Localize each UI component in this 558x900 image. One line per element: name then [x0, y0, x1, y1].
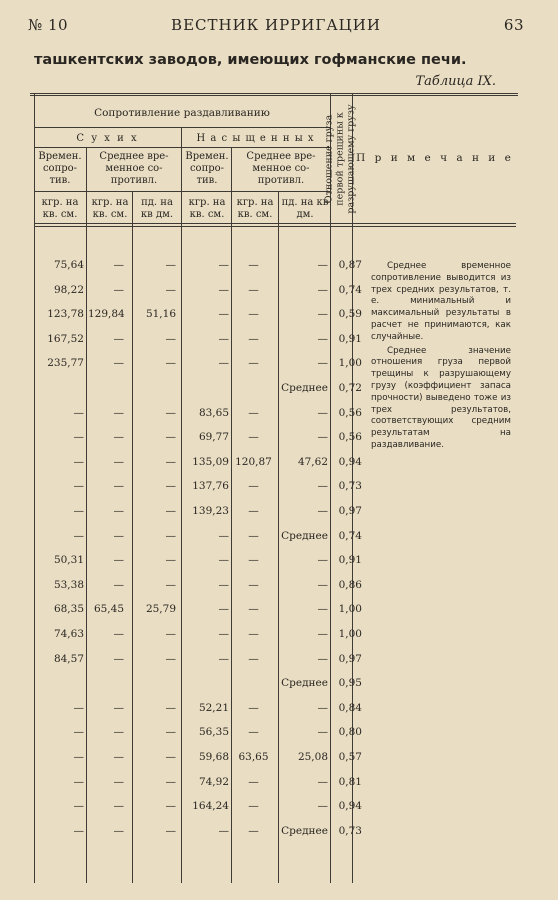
table-cell: 75,64 — [53, 259, 84, 271]
table-cell: — — [73, 480, 84, 492]
table-cell: — — [113, 456, 124, 468]
table-cell: — — [165, 702, 176, 714]
table-cell: — — [317, 800, 328, 812]
table-cell: 50,31 — [53, 554, 84, 566]
table-cell: — — [165, 259, 176, 271]
table-cell: Среднее — [281, 825, 328, 837]
table-cell: 0,97 — [338, 505, 362, 517]
unit-pd-1: пд. на кв дм. — [140, 197, 174, 220]
table-cell: — — [113, 628, 124, 640]
table-cell: 123,78 — [47, 308, 84, 320]
table-cell: — — [248, 825, 259, 837]
table-cell: 47,62 — [297, 456, 328, 468]
table-cell: — — [165, 653, 176, 665]
table-cell: 0,91 — [338, 333, 362, 345]
table-cell: — — [317, 284, 328, 296]
running-header — [28, 16, 524, 38]
table-cell: 74,63 — [53, 628, 84, 640]
table-cell: — — [73, 825, 84, 837]
table-cell: — — [317, 776, 328, 788]
table-cell: 0,87 — [338, 259, 362, 271]
table-cell: — — [248, 702, 259, 714]
rule-under-subheaders — [34, 191, 330, 192]
table-cell: 0,59 — [338, 308, 362, 320]
table-cell: — — [248, 505, 259, 517]
rule-left — [34, 93, 35, 883]
table-cell: 1,00 — [338, 628, 362, 640]
header-temp-resist-sat: Времен. сопро- тив. — [185, 151, 229, 186]
table-cell: — — [248, 407, 259, 419]
header-dry: С у х и х — [76, 133, 139, 144]
table-cell: 164,24 — [192, 800, 229, 812]
table-cell: — — [218, 653, 229, 665]
unit-kgr-2: кгр. на кв. см. — [91, 197, 129, 220]
remark-paragraph-1: Среднее временное сопротивление выводится из трех средних результатов, т. е. минимальный и максимальный результаты в расчет не принимаются, как случайные. — [371, 261, 511, 342]
remarks-text — [371, 261, 511, 454]
table-cell: 0,94 — [338, 800, 362, 812]
table-cell: 52,21 — [198, 702, 229, 714]
table-cell: — — [317, 603, 328, 615]
table-cell: Среднее — [281, 677, 328, 689]
table-cell: 69,77 — [198, 431, 229, 443]
table-cell: — — [113, 284, 124, 296]
header-remarks: П р и м е ч а н и е — [356, 152, 514, 164]
rule-col-3 — [181, 127, 182, 883]
table-cell: 53,38 — [53, 579, 84, 591]
table-cell: — — [248, 800, 259, 812]
table-cell: — — [165, 628, 176, 640]
header-saturated: Н а с ы щ е н н ы х — [196, 133, 315, 144]
table-cell: — — [317, 357, 328, 369]
table-cell: — — [113, 530, 124, 542]
table-cell: — — [113, 653, 124, 665]
table-cell: — — [218, 357, 229, 369]
table-cell: 0,73 — [338, 825, 362, 837]
table-cell: 0,74 — [338, 530, 362, 542]
unit-pd-2: пд. на кв дм. — [281, 197, 329, 220]
table-cell: — — [73, 530, 84, 542]
table-cell: — — [73, 702, 84, 714]
table-cell: — — [113, 800, 124, 812]
table-cell: — — [248, 357, 259, 369]
table-cell: — — [248, 603, 259, 615]
table-cell: — — [113, 702, 124, 714]
table-cell: 51,16 — [145, 308, 176, 320]
table-cell: 25,08 — [297, 751, 328, 763]
table-cell: — — [73, 505, 84, 517]
table-cell: — — [165, 530, 176, 542]
table-cell: — — [165, 825, 176, 837]
table-cell: — — [165, 579, 176, 591]
table-cell: 74,92 — [198, 776, 229, 788]
table-cell: — — [317, 726, 328, 738]
table-cell: — — [165, 407, 176, 419]
table-cell: 65,45 — [93, 603, 124, 615]
table-cell: 56,35 — [198, 726, 229, 738]
table-cell: — — [218, 308, 229, 320]
table-cell: 25,79 — [145, 603, 176, 615]
table-cell: — — [248, 653, 259, 665]
table-cell: 0,56 — [338, 407, 362, 419]
table-cell: 84,57 — [53, 653, 84, 665]
table-cell: — — [113, 825, 124, 837]
table-cell: — — [218, 628, 229, 640]
table-cell: — — [218, 284, 229, 296]
table-cell: — — [248, 259, 259, 271]
remark-paragraph-2: Среднее значение отношения груза первой трещины к разрушающему грузу (коэффициент запаса прочности) выведено тоже из трех результатов, соответствующих средним результатам на раздавливание. — [371, 345, 511, 450]
table-cell: — — [317, 480, 328, 492]
table-cell: — — [248, 628, 259, 640]
rule-col-2 — [132, 191, 133, 883]
table-cell: — — [113, 726, 124, 738]
table-cell: — — [317, 653, 328, 665]
table-cell: 63,65 — [238, 751, 269, 763]
table-cell: — — [248, 726, 259, 738]
table-cell: — — [73, 726, 84, 738]
table-cell: — — [73, 431, 84, 443]
table-cell: — — [165, 431, 176, 443]
table-cell: — — [165, 480, 176, 492]
table-cell: — — [317, 554, 328, 566]
table-cell: — — [317, 431, 328, 443]
table-cell: — — [248, 776, 259, 788]
table-cell: — — [317, 579, 328, 591]
table-cell: — — [248, 530, 259, 542]
table-cell: 120,87 — [235, 456, 272, 468]
header-avg-resist-dry: Среднее вре- менное со- противл. — [99, 151, 169, 186]
table-cell: 139,23 — [192, 505, 229, 517]
table-cell: — — [248, 284, 259, 296]
table-cell: 0,84 — [338, 702, 362, 714]
table-cell: — — [248, 579, 259, 591]
table-cell: — — [113, 480, 124, 492]
table-cell: — — [218, 579, 229, 591]
table-cell: 83,65 — [198, 407, 229, 419]
table-cell: 0,73 — [338, 480, 362, 492]
table-cell: 0,56 — [338, 431, 362, 443]
table-cell: — — [73, 407, 84, 419]
table-cell: — — [73, 456, 84, 468]
table-cell: — — [317, 259, 328, 271]
table-cell: 129,84 — [88, 308, 125, 320]
table-cell: — — [165, 456, 176, 468]
table-cell: — — [73, 751, 84, 763]
table-cell: — — [113, 333, 124, 345]
issue-number: № 10 — [28, 16, 69, 34]
table-cell: — — [113, 357, 124, 369]
table-cell: 1,00 — [338, 357, 362, 369]
table-cell: — — [218, 603, 229, 615]
table-number: Таблица IX. — [415, 74, 496, 89]
page-number: 63 — [503, 16, 524, 34]
table-cell: — — [165, 776, 176, 788]
rule-col-1 — [86, 147, 87, 883]
table-cell: — — [73, 776, 84, 788]
table-cell: — — [113, 751, 124, 763]
table-cell: 1,00 — [338, 603, 362, 615]
table-cell: — — [248, 308, 259, 320]
data-table — [34, 93, 516, 883]
rule-col-5 — [278, 191, 279, 883]
table-cell: 0,74 — [338, 284, 362, 296]
table-cell: — — [218, 554, 229, 566]
table-cell: — — [165, 751, 176, 763]
table-cell: — — [248, 480, 259, 492]
table-cell: — — [165, 726, 176, 738]
table-cell: 0,97 — [338, 653, 362, 665]
table-cell: — — [248, 554, 259, 566]
header-ratio: Отношение груза первой трещины к разрушающему грузу — [323, 104, 357, 214]
table-cell: — — [165, 800, 176, 812]
table-cell: — — [248, 333, 259, 345]
unit-kgr-1: кгр. на кв. см. — [41, 197, 79, 220]
table-cell: — — [113, 407, 124, 419]
table-cell: — — [317, 308, 328, 320]
table-cell: — — [113, 776, 124, 788]
table-top-rule — [30, 93, 518, 94]
table-top-rule-inner — [30, 95, 518, 96]
journal-title: ВЕСТНИК ИРРИГАЦИИ — [171, 16, 381, 34]
header-bottom-rule — [34, 223, 516, 224]
table-cell: 0,95 — [338, 677, 362, 689]
table-cell: 135,09 — [192, 456, 229, 468]
table-cell: 68,35 — [53, 603, 84, 615]
table-cell: Среднее — [281, 382, 328, 394]
table-cell: 0,57 — [338, 751, 362, 763]
header-bottom-rule-2 — [34, 226, 516, 227]
header-temp-resist-dry: Времен. сопро- тив. — [38, 151, 82, 186]
table-cell: — — [218, 530, 229, 542]
table-cell: 0,94 — [338, 456, 362, 468]
table-cell: — — [317, 702, 328, 714]
table-cell: — — [218, 259, 229, 271]
unit-kgr-3: кгр. на кв. см. — [188, 197, 226, 220]
header-avg-resist-sat: Среднее вре- менное со- противл. — [246, 151, 316, 186]
table-cell: — — [317, 505, 328, 517]
table-caption: ташкентских заводов, имеющих гофманские печи. — [34, 52, 467, 68]
table-cell: — — [73, 800, 84, 812]
table-cell: 0,72 — [338, 382, 362, 394]
table-cell: 235,77 — [47, 357, 84, 369]
table-cell: 0,80 — [338, 726, 362, 738]
table-cell: — — [113, 554, 124, 566]
table-cell: — — [113, 505, 124, 517]
table-cell: — — [113, 259, 124, 271]
table-cell: — — [218, 825, 229, 837]
table-cell: — — [165, 357, 176, 369]
table-cell: — — [113, 431, 124, 443]
table-cell: 0,91 — [338, 554, 362, 566]
rule-under-group — [34, 127, 330, 128]
table-cell: — — [317, 333, 328, 345]
table-cell: 0,86 — [338, 579, 362, 591]
table-cell: — — [317, 628, 328, 640]
rule-under-dry-saturated — [34, 147, 330, 148]
table-cell: — — [113, 579, 124, 591]
table-cell: — — [165, 284, 176, 296]
table-cell: — — [165, 333, 176, 345]
table-cell: 167,52 — [47, 333, 84, 345]
table-cell: — — [165, 505, 176, 517]
header-group: Сопротивление раздавливанию — [94, 107, 270, 119]
table-cell: 98,22 — [53, 284, 84, 296]
table-cell: — — [317, 407, 328, 419]
table-cell: Среднее — [281, 530, 328, 542]
table-cell: — — [165, 554, 176, 566]
table-cell: — — [248, 431, 259, 443]
unit-kgr-4: кгр. на кв. см. — [236, 197, 274, 220]
table-cell: — — [218, 333, 229, 345]
table-cell: 0,81 — [338, 776, 362, 788]
table-cell: 59,68 — [198, 751, 229, 763]
table-cell: 137,76 — [192, 480, 229, 492]
